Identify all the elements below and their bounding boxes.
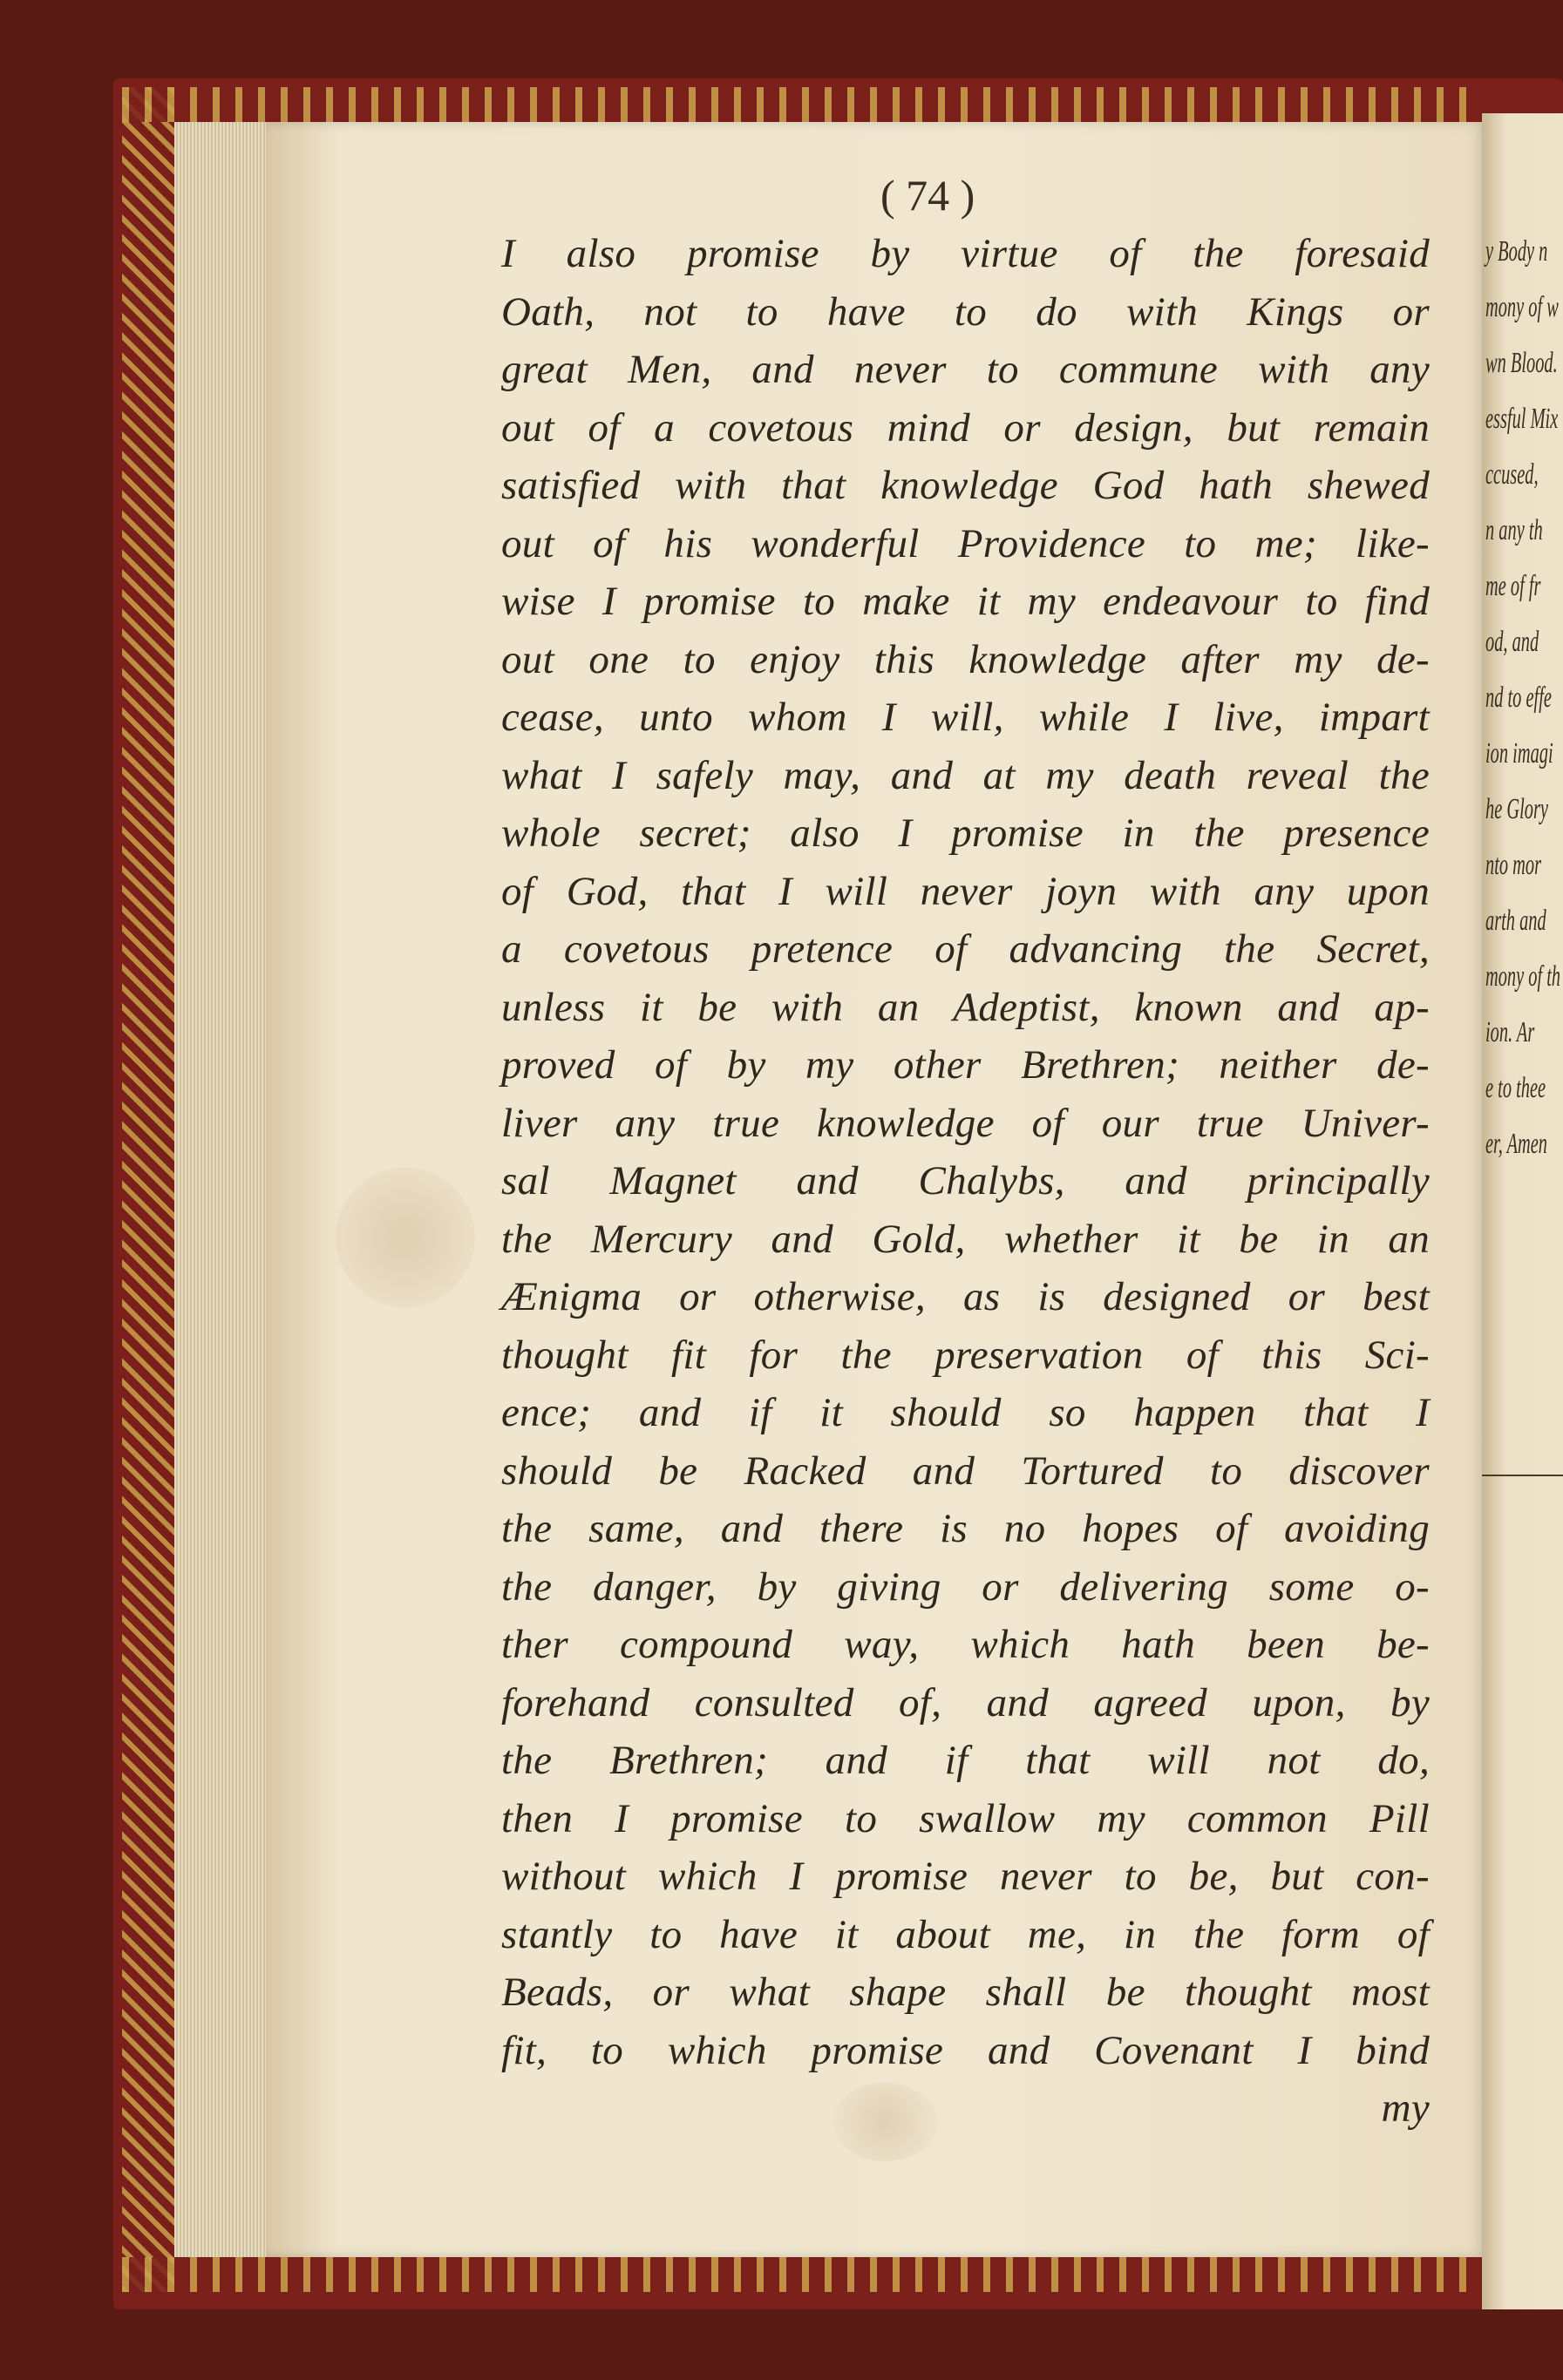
text-line: fit, to which promise and Covenant I bind bbox=[501, 2027, 1430, 2073]
text-line: the Mercury and Gold, whether it be in an bbox=[501, 1216, 1430, 1262]
text-line: the same, and there is no hopes of avoiding bbox=[501, 1506, 1430, 1551]
facing-text-fragment: wn Blood. bbox=[1485, 347, 1558, 379]
facing-text-fragment: nto mor bbox=[1485, 849, 1542, 881]
text-line: wise I promise to make it my endeavour to find bbox=[501, 579, 1430, 624]
text-line: a covetous pretence of advancing the Secret, bbox=[501, 926, 1430, 972]
text-line: forehand consulted of, and agreed upon, by bbox=[501, 1679, 1430, 1726]
gold-tooling-left bbox=[122, 87, 174, 2292]
text-line: I also promise by virtue of the foresaid bbox=[501, 231, 1430, 276]
facing-text-fragment: ccused, bbox=[1485, 458, 1539, 491]
page-edges bbox=[174, 122, 270, 2257]
facing-text-fragment: arth and bbox=[1485, 905, 1546, 937]
page-number: ( 74 ) bbox=[880, 171, 975, 220]
page-text bbox=[501, 225, 1430, 2138]
text-line: without which I promise never to be, but con- bbox=[501, 1854, 1430, 1899]
text-line: Beads, or what shape shall be thought most bbox=[501, 1970, 1430, 2015]
facing-text-fragment: nd to effe bbox=[1485, 681, 1552, 714]
text-line: liver any true knowledge of our true Univer- bbox=[501, 1100, 1430, 1146]
text-line: Ænigma or otherwise, as is designed or best bbox=[501, 1274, 1430, 1319]
facing-text-fragment: y Body n bbox=[1485, 235, 1548, 268]
text-line: proved of by my other Brethren; neither de- bbox=[501, 1042, 1430, 1088]
text-line: whole secret; also I promise in the presence bbox=[501, 810, 1430, 856]
text-line: ence; and if it should so happen that I bbox=[501, 1390, 1430, 1435]
text-line: what I safely may, and at my death reveal the bbox=[501, 752, 1430, 798]
text-line: then I promise to swallow my common Pill bbox=[501, 1795, 1430, 1841]
text-line: stantly to have it about me, in the form of bbox=[501, 1911, 1430, 1957]
text-line: unless it be with an Adeptist, known and ap- bbox=[501, 984, 1430, 1030]
facing-text-fragment: ion imagi bbox=[1485, 737, 1553, 770]
paper-stain bbox=[336, 1168, 475, 1307]
text-line: thought fit for the preservation of this Sci- bbox=[501, 1332, 1430, 1378]
text-line: cease, unto whom I will, while I live, impart bbox=[501, 695, 1430, 740]
facing-text-fragment: me of fr bbox=[1485, 570, 1541, 602]
text-line: Oath, not to have to do with Kings or bbox=[501, 288, 1430, 335]
facing-text-fragment: od, and bbox=[1485, 626, 1539, 658]
text-line: satisfied with that knowledge God hath shewed bbox=[501, 463, 1430, 508]
facing-text-fragment: mony of th bbox=[1485, 960, 1561, 993]
text-line: out one to enjoy this knowledge after my de- bbox=[501, 636, 1430, 682]
text-line: ther compound way, which hath been be- bbox=[501, 1622, 1430, 1667]
text-line: the danger, by giving or delivering some o- bbox=[501, 1563, 1430, 1610]
text-line: sal Magnet and Chalybs, and principally bbox=[501, 1158, 1430, 1204]
text-line: should be Racked and Tortured to discover bbox=[501, 1448, 1430, 1494]
facing-text-fragment: e to thee bbox=[1485, 1072, 1546, 1104]
facing-text-fragment: ion. Ar bbox=[1485, 1016, 1535, 1048]
facing-page-rule bbox=[1482, 1475, 1563, 1476]
facing-text-fragment: he Glory bbox=[1485, 793, 1548, 825]
text-line: out of a covetous mind or design, but remain bbox=[501, 404, 1430, 451]
facing-text-fragment: er, Amen bbox=[1485, 1128, 1548, 1160]
text-line: the Brethren; and if that will not do, bbox=[501, 1738, 1430, 1783]
text-line: out of his wonderful Providence to me; like- bbox=[501, 520, 1430, 566]
catchword: my bbox=[1381, 2085, 1430, 2131]
text-line: great Men, and never to commune with any bbox=[501, 347, 1430, 392]
facing-page bbox=[1482, 113, 1563, 2309]
facing-text-fragment: essful Mix bbox=[1485, 403, 1559, 435]
gold-tooling-bottom bbox=[122, 2257, 1482, 2292]
text-line: of God, that I will never joyn with any upon bbox=[501, 868, 1430, 914]
facing-text-fragment: mony of w bbox=[1485, 291, 1559, 323]
gold-tooling-top bbox=[122, 87, 1482, 122]
facing-text-fragment: n any th bbox=[1485, 514, 1543, 546]
